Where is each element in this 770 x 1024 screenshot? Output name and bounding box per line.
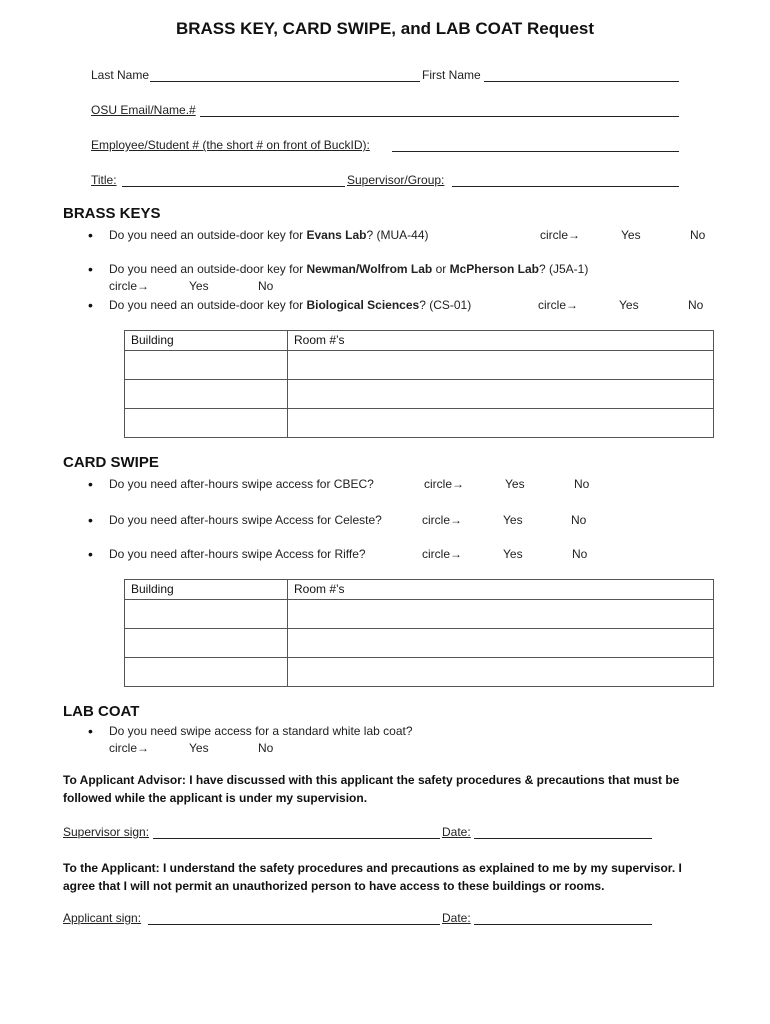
circle-label: circle→ [424,477,465,491]
rooms-cell[interactable] [288,351,714,380]
bullet-icon: • [88,723,93,739]
rooms-header: Room #’s [288,580,714,600]
last-name-input[interactable] [150,81,420,82]
riffe-no-option[interactable]: No [572,547,588,561]
building-header: Building [125,331,288,351]
last-name-label: Last Name [91,68,150,82]
bullet-icon: • [88,261,93,277]
osu-email-label: OSU Email/Name.# [91,103,196,117]
applicant-date-input[interactable] [474,924,652,925]
title-label: Title: [91,173,117,187]
bullet-icon: • [88,512,93,528]
celeste-yes-option[interactable]: Yes [503,513,523,527]
circle-label: circle→ [540,228,581,242]
applicant-date-label: Date: [442,911,471,925]
brass-key-biosci-question: Do you need an outside-door key for Biological Sciences? (CS-01) [109,298,472,312]
circle-label: circle→ [422,547,463,561]
biosci-yes-option[interactable]: Yes [619,298,639,312]
applicant-sign-label: Applicant sign: [63,911,142,925]
first-name-input[interactable] [484,81,679,82]
riffe-yes-option[interactable]: Yes [503,547,523,561]
supervisor-group-label: Supervisor/Group: [347,173,445,187]
building-cell[interactable] [125,351,288,380]
card-swipe-room-table [124,579,714,687]
bullet-icon: • [88,297,93,313]
applicant-sign-input[interactable] [148,924,440,925]
lab-coat-no-option[interactable]: No [258,741,274,755]
employee-id-input[interactable] [392,151,679,152]
building-cell[interactable] [125,629,288,658]
cbec-yes-option[interactable]: Yes [505,477,525,491]
lab-coat-heading: LAB COAT [63,703,140,720]
lab-coat-question: Do you need swipe access for a standard white lab coat? [109,724,413,738]
card-swipe-heading: CARD SWIPE [63,454,159,471]
rooms-header: Room #’s [288,331,714,351]
supervisor-sign-label: Supervisor sign: [63,825,150,839]
advisor-statement: To Applicant Advisor: I have discussed with this applicant the safety procedures & precautions that must be followed while the applicant is under my supervision. [63,773,680,805]
swipe-riffe-question: Do you need after-hours swipe Access for Riffe? [109,547,366,561]
brass-key-evans-question: Do you need an outside-door key for Evans Lab? (MUA-44) [109,228,429,242]
building-header: Building [125,580,288,600]
bullet-icon: • [88,546,93,562]
supervisor-date-label: Date: [442,825,471,839]
biosci-no-option[interactable]: No [688,298,704,312]
swipe-cbec-question: Do you need after-hours swipe access for CBEC? [109,477,374,491]
circle-label: circle→ [109,741,150,755]
employee-id-label: Employee/Student # (the short # on front of BuckID): [91,138,370,152]
lab-coat-yes-option[interactable]: Yes [189,741,209,755]
first-name-label: First Name [422,68,481,82]
newman-no-option[interactable]: No [258,279,274,293]
supervisor-sign-input[interactable] [153,838,440,839]
supervisor-group-input[interactable] [452,186,679,187]
rooms-cell[interactable] [288,600,714,629]
building-cell[interactable] [125,658,288,687]
rooms-cell[interactable] [288,658,714,687]
evans-yes-option[interactable]: Yes [621,228,641,242]
osu-email-input[interactable] [200,116,679,117]
brass-keys-room-table [124,330,714,438]
swipe-celeste-question: Do you need after-hours swipe Access for Celeste? [109,513,382,527]
building-cell[interactable] [125,600,288,629]
brass-keys-heading: BRASS KEYS [63,205,161,222]
bullet-icon: • [88,227,93,243]
building-cell[interactable] [125,380,288,409]
celeste-no-option[interactable]: No [571,513,587,527]
title-input[interactable] [122,186,345,187]
circle-label: circle→ [109,279,150,293]
rooms-cell[interactable] [288,629,714,658]
applicant-statement: To the Applicant: I understand the safety procedures and precautions as explained to me by my supervisor. I agree that I will not permit an unauthorized person to have access to these buildings or rooms. [63,861,682,893]
newman-yes-option[interactable]: Yes [189,279,209,293]
supervisor-date-input[interactable] [474,838,652,839]
rooms-cell[interactable] [288,409,714,438]
circle-label: circle→ [422,513,463,527]
bullet-icon: • [88,476,93,492]
page-title: BRASS KEY, CARD SWIPE, and LAB COAT Request [175,19,595,38]
evans-no-option[interactable]: No [690,228,706,242]
circle-label: circle→ [538,298,579,312]
cbec-no-option[interactable]: No [574,477,590,491]
rooms-cell[interactable] [288,380,714,409]
building-cell[interactable] [125,409,288,438]
brass-key-newman-question: Do you need an outside-door key for Newman/Wolfrom Lab or McPherson Lab? (J5A-1) [109,262,589,276]
